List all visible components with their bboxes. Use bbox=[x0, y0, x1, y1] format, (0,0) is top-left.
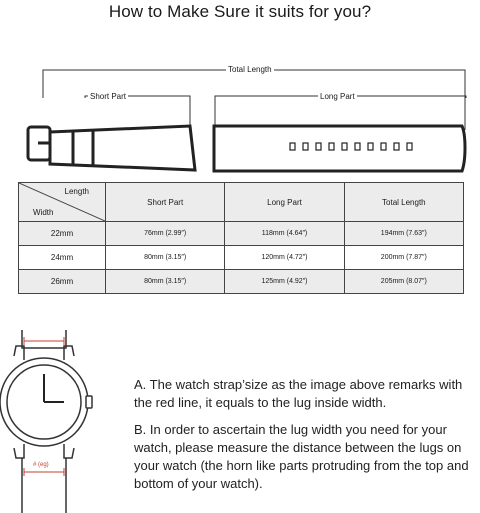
row-long: 120mm (4.72″) bbox=[225, 246, 344, 270]
corner-length-label: Length bbox=[64, 187, 89, 196]
row-total: 194mm (7.63″) bbox=[344, 222, 463, 246]
row-width: 24mm bbox=[19, 246, 106, 270]
row-total: 205mm (8.07″) bbox=[344, 270, 463, 294]
row-short: 80mm (3.15″) bbox=[106, 246, 225, 270]
header-short-part: Short Part bbox=[106, 183, 225, 222]
header-long-part: Long Part bbox=[225, 183, 344, 222]
watch-illustration bbox=[0, 0, 130, 513]
short-part-label: Short Part bbox=[90, 92, 127, 101]
row-short: 76mm (2.99″) bbox=[106, 222, 225, 246]
row-width: 26mm bbox=[19, 270, 106, 294]
row-total: 200mm (7.87″) bbox=[344, 246, 463, 270]
page-title: How to Make Sure it suits for you? bbox=[108, 2, 372, 21]
header-total-length: Total Length bbox=[344, 183, 463, 222]
row-short: 80mm (3.15″) bbox=[106, 270, 225, 294]
note-b: B. In order to ascertain the lug width you need for your watch, please measure the distance between the lugs on your watch (the horn like parts protruding from the top and bottom of your watch). bbox=[134, 422, 469, 491]
lug-width-label: # (eg) bbox=[33, 462, 49, 468]
total-length-label: Total Length bbox=[228, 65, 272, 74]
row-long: 125mm (4.92″) bbox=[225, 270, 344, 294]
corner-width-label: Width bbox=[33, 208, 54, 217]
row-width: 22mm bbox=[19, 222, 106, 246]
row-long: 118mm (4.64″) bbox=[225, 222, 344, 246]
long-part-label: Long Part bbox=[320, 92, 355, 101]
note-a: A. The watch strap’size as the image above remarks with the red line, it equals to the lug inside width. bbox=[134, 377, 463, 410]
long-strap bbox=[214, 126, 465, 171]
